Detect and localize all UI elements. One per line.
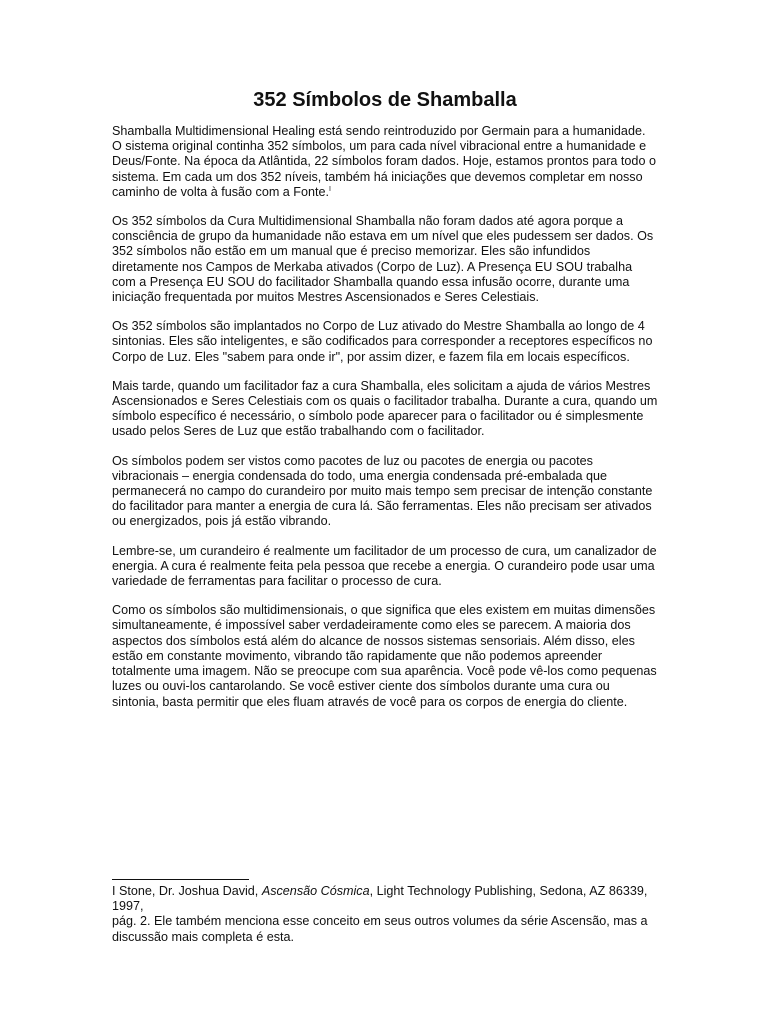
paragraph-2: Os 352 símbolos da Cura Multidimensional Shamballa não foram dados até agora porque a consciência de grupo da humanidade não estava em um nível que eles pudessem ser dados. Os 352 símbolos não estão em um manual que é preciso memorizar. Eles são infundidos diretamente nos Campos de Merkaba ativados (Corpo de Luz). A Presença EU SOU trabalha com a Presença EU SOU do facilitador Shamballa quando essa infusão ocorre, durante uma iniciação frequentada por muitos Mestres Ascensionados e Seres Celestiais.	[112, 214, 654, 305]
footnote-book-title: Ascensão Cósmica	[261, 884, 370, 898]
paragraph-1	[112, 124, 658, 200]
footnote-lead: I Stone, Dr. Joshua David,	[112, 884, 262, 898]
paragraph-1-text: Shamballa Multidimensional Healing está sendo reintroduzido por Germain para a humanidade. O sistema original continha 352 símbolos, um para cada nível vibracional entre a humanidade e Deus/Fonte. Na época da Atlântida, 22 símbolos foram dados. Hoje, estamos prontos para todo o sistema. Em cada um dos 352 níveis, também há iniciações que devemos completar em nosso caminho de volta à fusão com a Fonte.	[112, 124, 656, 199]
paragraph-5: Os símbolos podem ser vistos como pacotes de luz ou pacotes de energia ou pacotes vibracionais – energia condensada do todo, uma energia condensada pré-embalada que permanecerá no campo do curandeiro por muito mais tempo sem precisar de intenção constante do facilitador para manter a energia de cura lá. São ferramentas. Eles não precisam ser ativados ou energizados, pois já estão vibrando.	[112, 453, 653, 529]
footnote-publisher: , Light Technology Publishing, Sedona, AZ 86339, 1997,	[112, 884, 648, 914]
paragraph-4: Mais tarde, quando um facilitador faz a cura Shamballa, eles solicitam a ajuda de vários Mestres Ascensionados e Seres Celestiais com os quais o facilitador trabalha. Durante a cura, quando um símbolo específico é necessário, o símbolo pode aparecer para o facilitador ou é simplesmente usado pelos Seres de Luz que estão trabalhando com o facilitador.	[112, 378, 658, 439]
paragraph-3: Os 352 símbolos são implantados no Corpo de Luz ativado do Mestre Shamballa ao longo de 4 sintonias. Eles são inteligentes, e são codificados para corresponder a receptores específicos no Corpo de Luz. Eles "sabem para onde ir", por assim dizer, e fazem fila em locais específicos.	[112, 319, 653, 364]
footnote-separator	[112, 879, 249, 880]
paragraph-7: Como os símbolos são multidimensionais, o que significa que eles existem em muitas dimensões simultaneamente, é impossível saber verdadeiramente como eles se parecem. A maioria dos aspectos dos símbolos está além do alcance de nossos sistemas sensoriais. Além disso, eles estão em constante movimento, vibrando tão rapidamente que não podemos apreender totalmente uma imagem. Não se preocupe com sua aparência. Você pode vê-los como pequenas luzes ou ouvi-los cantarolando. Se você estiver ciente dos símbolos durante uma cura ou sintonia, basta permitir que eles fluam através de você para os corpos de energia do cliente.	[112, 603, 657, 709]
footnote-note: pág. 2. Ele também menciona esse conceito em seus outros volumes da série Ascensão, mas a discussão mais completa é esta.	[112, 914, 648, 944]
footnote-reference: I	[329, 185, 331, 193]
paragraph-6: Lembre-se, um curandeiro é realmente um facilitador de um processo de cura, um canalizador de energia. A cura é realmente feita pela pessoa que recebe a energia. O curandeiro pode usar uma variedade de ferramentas para facilitar o processo de cura.	[112, 543, 657, 589]
page-title: 352 Símbolos de Shamballa	[253, 89, 517, 111]
footnote	[112, 884, 658, 945]
footnote-citation	[112, 884, 658, 914]
document-body	[112, 124, 658, 724]
